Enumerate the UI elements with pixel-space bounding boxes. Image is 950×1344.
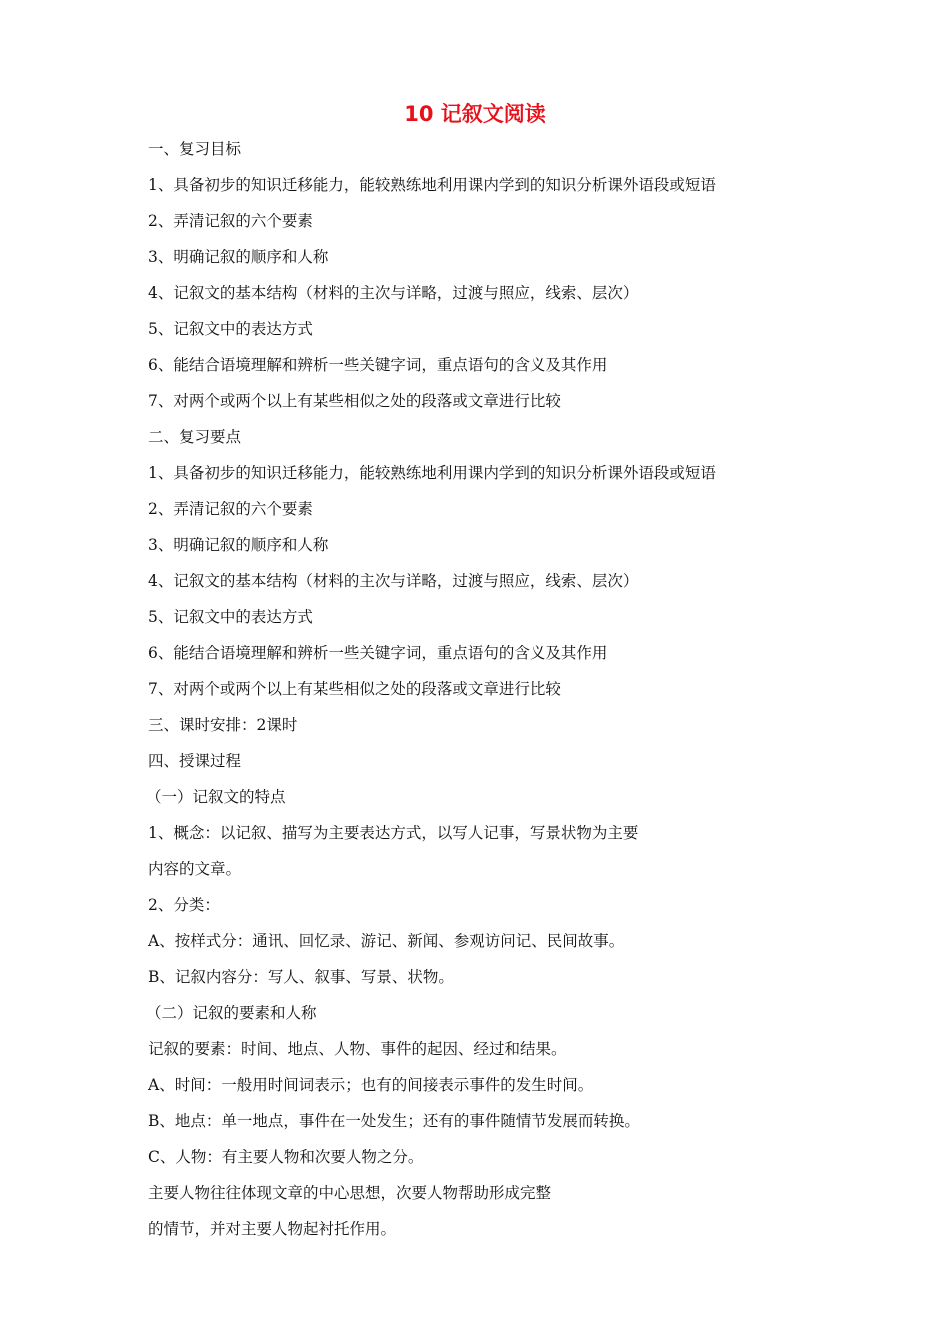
list-item: 6、能结合语境理解和辨析一些关键字词，重点语句的含义及其作用 bbox=[148, 644, 608, 662]
paragraph-line: B、地点：单一地点，事件在一处发生；还有的事件随情节发展而转换。 bbox=[148, 1112, 640, 1130]
subsection-heading: （二）记叙的要素和人称 bbox=[146, 1004, 317, 1022]
list-item: 4、记叙文的基本结构（材料的主次与详略，过渡与照应，线索、层次） bbox=[148, 572, 639, 590]
list-item: 2、弄清记叙的六个要素 bbox=[148, 500, 313, 518]
list-item: 7、对两个或两个以上有某些相似之处的段落或文章进行比较 bbox=[148, 680, 561, 698]
paragraph-line: 内容的文章。 bbox=[148, 860, 242, 878]
section-heading: 二、复习要点 bbox=[148, 428, 242, 446]
list-item: 5、记叙文中的表达方式 bbox=[148, 608, 313, 626]
list-item: 7、对两个或两个以上有某些相似之处的段落或文章进行比较 bbox=[148, 392, 561, 410]
list-item: 3、明确记叙的顺序和人称 bbox=[148, 248, 329, 266]
section-heading: 一、复习目标 bbox=[148, 140, 242, 158]
document-body bbox=[148, 136, 828, 1252]
document-title: 10 记叙文阅读 bbox=[404, 102, 546, 126]
paragraph-line: A、时间：一般用时间词表示；也有的间接表示事件的发生时间。 bbox=[148, 1076, 594, 1094]
paragraph-line: 主要人物往往体现文章的中心思想，次要人物帮助形成完整 bbox=[148, 1184, 552, 1202]
list-item: 2、弄清记叙的六个要素 bbox=[148, 212, 313, 230]
section-heading: 三、课时安排：2课时 bbox=[148, 716, 298, 734]
paragraph-line: 记叙的要素：时间、地点、人物、事件的起因、经过和结果。 bbox=[148, 1040, 567, 1058]
subsection-heading: （一）记叙文的特点 bbox=[146, 788, 286, 806]
list-item: 1、具备初步的知识迁移能力，能较熟练地利用课内学到的知识分析课外语段或短语 bbox=[148, 176, 716, 194]
list-item: 6、能结合语境理解和辨析一些关键字词，重点语句的含义及其作用 bbox=[148, 356, 608, 374]
paragraph-line: 的情节，并对主要人物起衬托作用。 bbox=[148, 1220, 397, 1238]
paragraph-line: 1、概念：以记叙、描写为主要表达方式，以写人记事，写景状物为主要 bbox=[148, 824, 639, 842]
section-heading: 四、授课过程 bbox=[148, 752, 242, 770]
paragraph-line: B、记叙内容分：写人、叙事、写景、状物。 bbox=[148, 968, 454, 986]
paragraph-line: C、人物：有主要人物和次要人物之分。 bbox=[148, 1148, 424, 1166]
list-item: 5、记叙文中的表达方式 bbox=[148, 320, 313, 338]
list-item: 4、记叙文的基本结构（材料的主次与详略，过渡与照应，线索、层次） bbox=[148, 284, 639, 302]
paragraph-line: A、按样式分：通讯、回忆录、游记、新闻、参观访问记、民间故事。 bbox=[148, 932, 625, 950]
list-item: 3、明确记叙的顺序和人称 bbox=[148, 536, 329, 554]
list-item: 1、具备初步的知识迁移能力，能较熟练地利用课内学到的知识分析课外语段或短语 bbox=[148, 464, 716, 482]
paragraph-line: 2、分类： bbox=[148, 896, 220, 914]
